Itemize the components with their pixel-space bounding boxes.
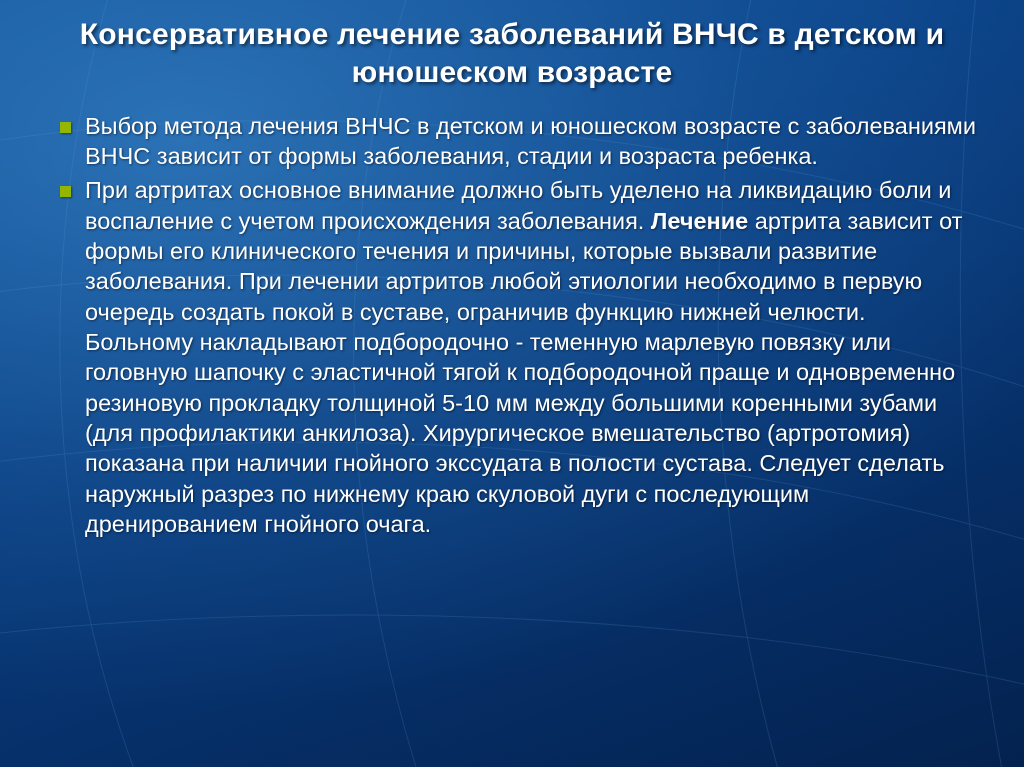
square-bullet-icon <box>60 122 71 133</box>
bullet-2-segment-1: При артритах основное внимание должно быть уделено на ликвидацию боли и воспаление с учетом происхождения заболевания. <box>85 177 952 234</box>
bullet-2-segment-3: артрита зависит от формы его клинического течения и причины, которые вызвали развитие заболевания. При лечении артритов любой этиологии необходимо в первую очередь создать покой в суставе, ограничив функцию нижней челюсти. Больному накладывают подбородочно - теменную марлевую повязку или головную шапочку с эластичной тягой к подбородочной праще и одновременно резиновую прокладку толщиной 5-10 мм между большими коренными зубами (для профилактики анкилоза). Хирургическое вмешательство (артротомия) показана при наличии гнойного экссудата в полости сустава. Следует сделать наружный разрез по нижнему краю скуловой дуги с последующим дренированием гнойного очага. <box>85 207 963 537</box>
list-item <box>56 111 978 172</box>
list-item-text <box>85 111 978 172</box>
square-bullet-icon <box>60 186 71 197</box>
bullet-1-segment-1: Выбор метода лечения ВНЧС в детском и юношеском возрасте с заболеваниями ВНЧС зависит от формы заболевания, стадии и возраста ребенка. <box>85 112 976 170</box>
slide-body <box>0 111 1024 539</box>
bullet-2-segment-2-emphasis: Лечение <box>650 207 749 234</box>
list-item-text <box>85 175 978 539</box>
page-title: Консервативное лечение заболеваний ВНЧС в детском и юношеском возрасте <box>79 18 945 90</box>
list-item <box>56 175 978 539</box>
